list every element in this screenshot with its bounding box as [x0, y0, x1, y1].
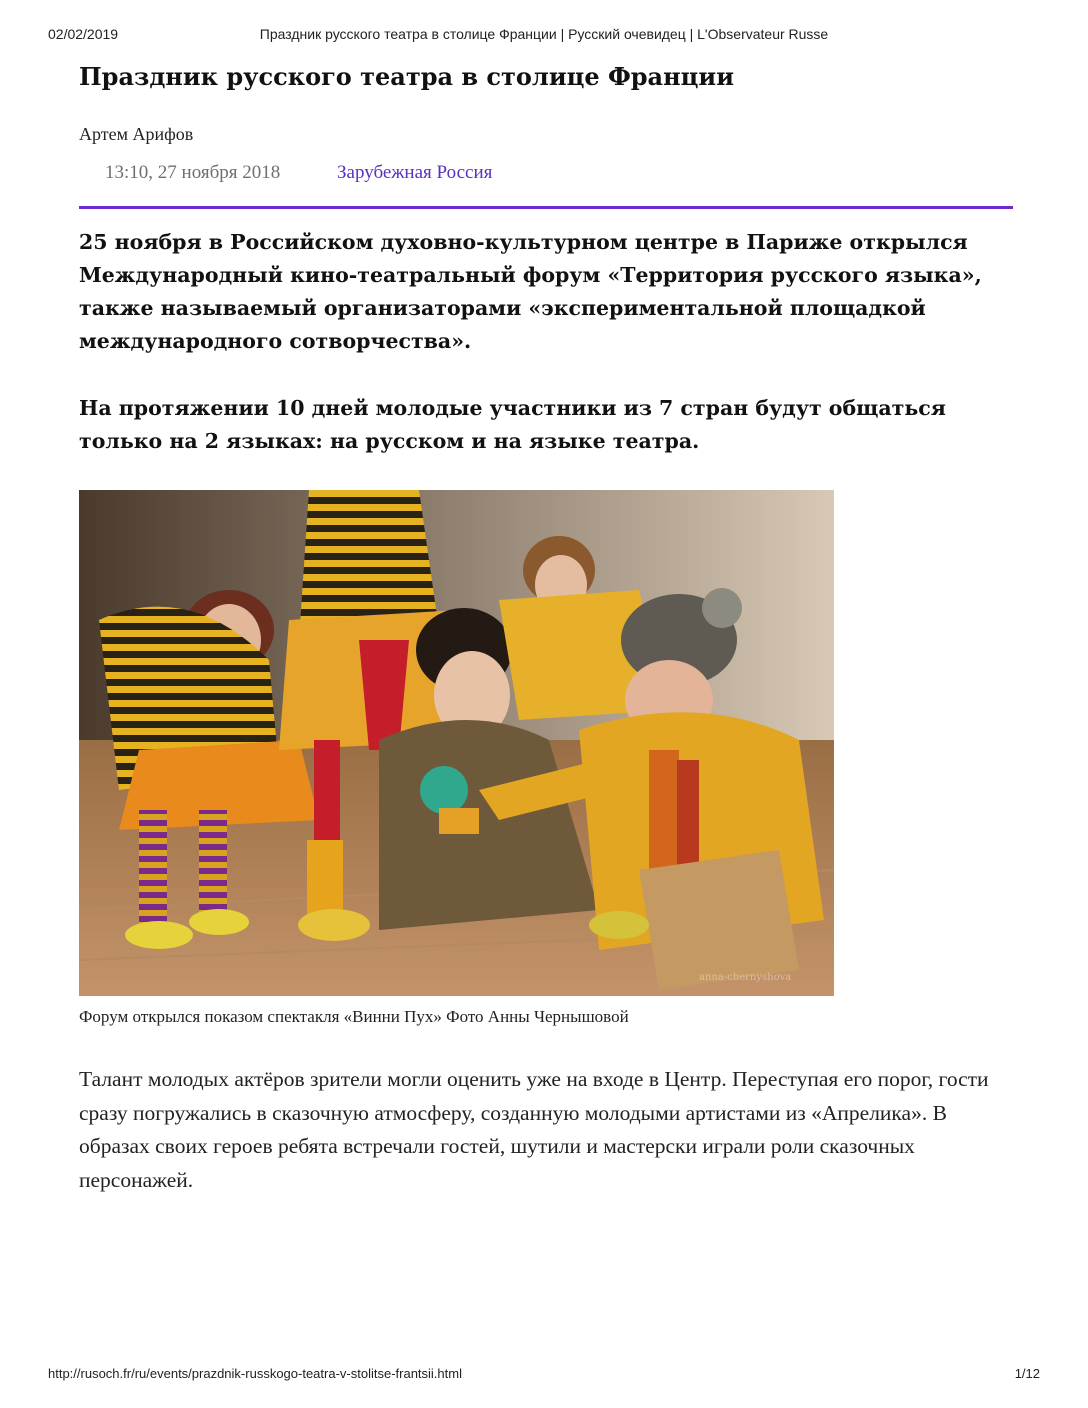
photo-caption: Форум открылся показом спектакля «Винни Пух» Фото Анны Чернышовой	[79, 1007, 629, 1026]
article-author: Артем Арифов	[79, 124, 194, 144]
print-url: http://rusoch.fr/ru/events/prazdnik-russkogo-teatra-v-stolitse-frantsii.html	[48, 1366, 462, 1381]
lead-paragraph: 25 ноября в Российском духовно-культурном центре в Париже открылся Международный кино-театральный форум «Территория русского языка», также называемый организаторами «экспериментальной площадкой международного сотворчества».	[79, 230, 982, 353]
print-date: 02/02/2019	[48, 26, 119, 42]
article-title: Праздник русского театра в столице Франции	[79, 62, 734, 91]
print-header	[0, 26, 1088, 46]
article-meta	[79, 160, 1013, 209]
svg-text:anna-chernyshova: anna-chernyshova	[699, 972, 792, 983]
article-photo	[79, 490, 834, 996]
theatre-performance-photo	[79, 490, 834, 996]
lead-paragraph: На протяжении 10 дней молодые участники из 7 стран будут общаться только на 2 языках: на русском и на языке театра.	[79, 396, 946, 453]
body-paragraph: Талант молодых актёров зрители могли оценить уже на входе в Центр. Переступая его порог, гости сразу погружались в сказочную атмосферу, созданную молодыми артистами из «Апрелика». В образах своих героев ребята встречали гостей, шутили и мастерски играли роли сказочных персонажей.	[79, 1067, 989, 1192]
print-footer	[0, 1366, 1088, 1386]
publish-datetime: 13:10, 27 ноября 2018	[105, 162, 281, 183]
page-number: 1/12	[1014, 1366, 1040, 1381]
category-link[interactable]: Зарубежная Россия	[337, 162, 493, 183]
print-page-title: Праздник русского театра в столице Франции | Русский очевидец | L'Observateur Russe	[259, 26, 829, 42]
